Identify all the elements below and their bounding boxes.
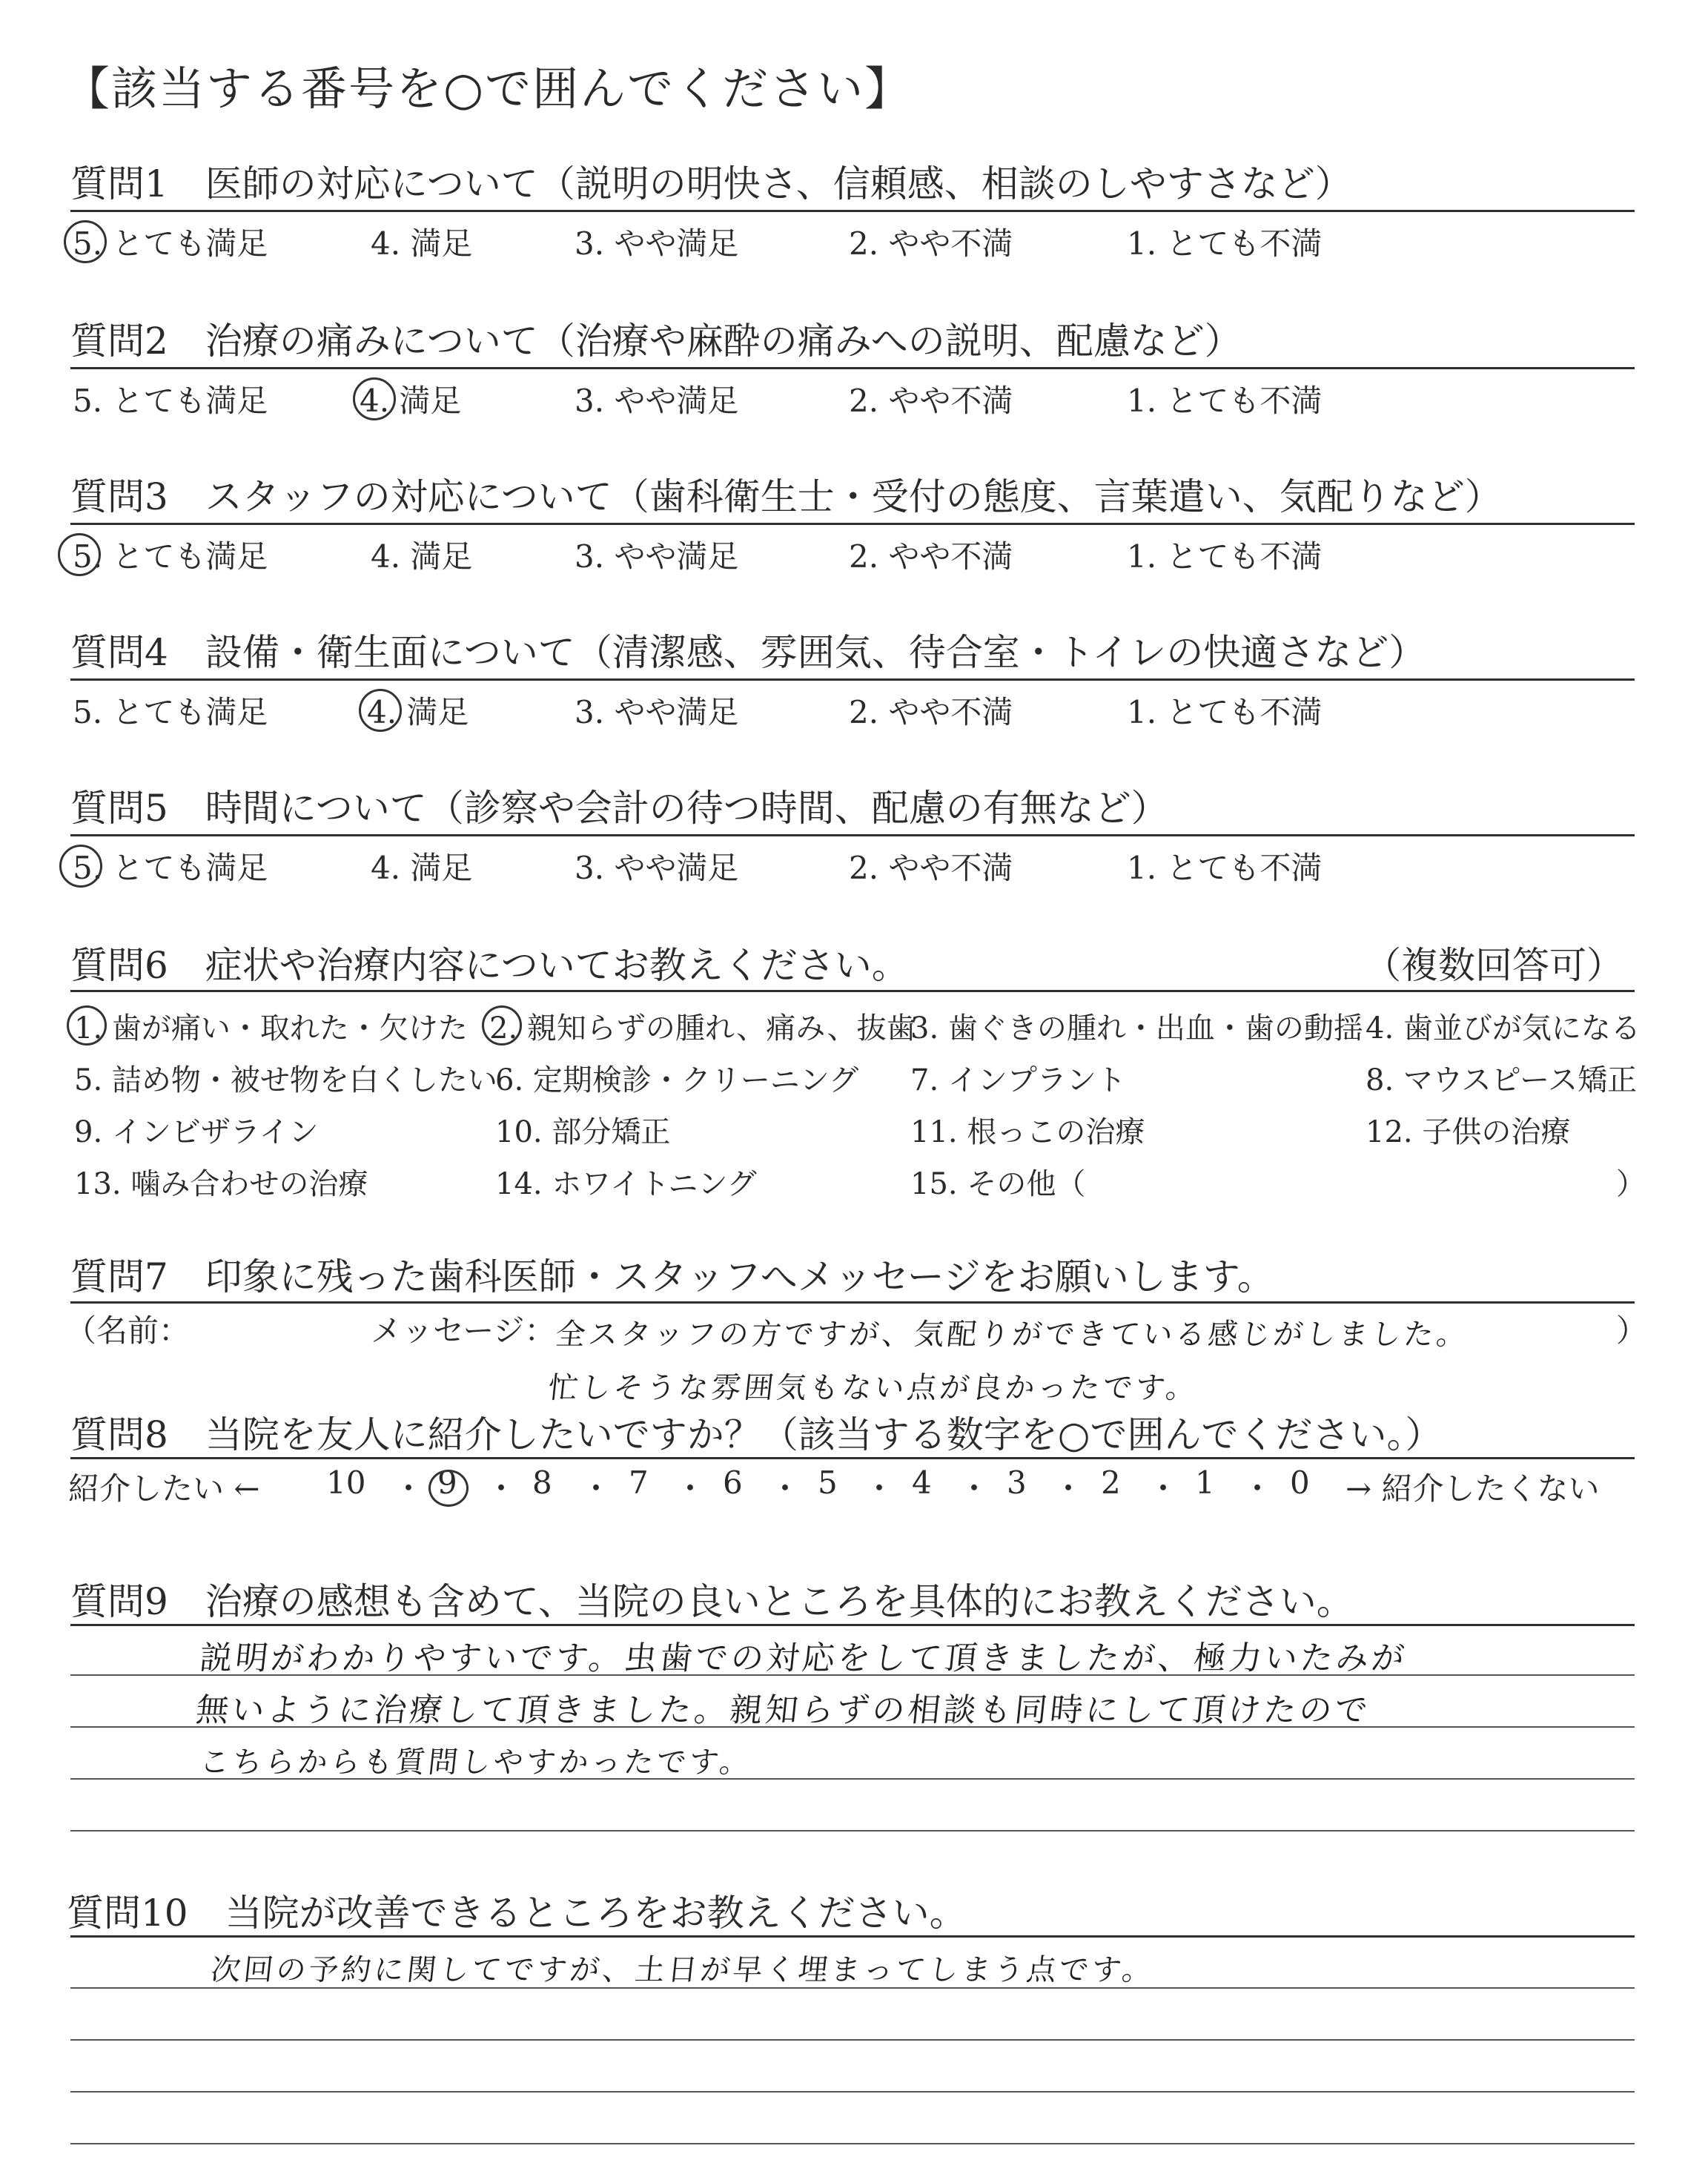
- q4-option-2[interactable]: 2. やや不満: [849, 694, 1013, 730]
- q6-title: 質問6 症状や治療内容についてお教えください。: [70, 944, 909, 987]
- q9-answer-line-1: 説明がわかりやすいです。虫歯での対応をして頂きましたが、極力いたみが: [197, 1639, 1409, 1677]
- q8-dot: ・: [864, 1470, 896, 1507]
- q9-answer-line-2: 無いように治療して頂きました。親知らずの相談も同時にして頂けたので: [193, 1691, 1373, 1729]
- q6-option-6[interactable]: 6. 定期検診・クリーニング: [495, 1063, 859, 1097]
- q10-rule: [70, 1935, 1635, 1938]
- q8-score-3[interactable]: 3: [1007, 1464, 1027, 1501]
- q8-score-9[interactable]: 9: [437, 1464, 457, 1501]
- q8-score-4[interactable]: 4: [912, 1464, 932, 1501]
- q1-title: 質問1 医師の対応について（説明の明快さ、信頼感、相談のしやすさなど）: [70, 162, 1352, 205]
- q8-dot: ・: [1148, 1470, 1179, 1507]
- q8-rule: [70, 1457, 1635, 1459]
- q5-rule: [70, 834, 1635, 836]
- q6-option-15[interactable]: 15. その他（: [910, 1167, 1086, 1201]
- q2-title: 質問2 治療の痛みについて（治療や麻酔の痛みへの説明、配慮など）: [70, 320, 1242, 363]
- q2-option-3[interactable]: 3. やや満足: [575, 383, 739, 419]
- q6-option-13[interactable]: 13. 噛み合わせの治療: [74, 1167, 368, 1201]
- q6-option-8[interactable]: 8. マウスピース矯正: [1366, 1063, 1638, 1097]
- q8-score-10[interactable]: 10: [326, 1464, 366, 1501]
- q8-score-0[interactable]: 0: [1290, 1464, 1310, 1501]
- q6-option-11[interactable]: 11. 根っこの治療: [910, 1115, 1145, 1149]
- form-header: 【該当する番号を○で囲んでください】: [64, 62, 913, 116]
- q8-dot: ・: [1053, 1470, 1085, 1507]
- q6-option-10[interactable]: 10. 部分矯正: [495, 1115, 671, 1149]
- q1-option-5[interactable]: 5. とても満足: [73, 225, 268, 262]
- q1-selected-circle: [64, 220, 107, 263]
- q6-option-14[interactable]: 14. ホワイトニング: [495, 1167, 757, 1201]
- q8-score-8[interactable]: 8: [532, 1464, 552, 1501]
- q7-message-line-2: 忙しそうな雰囲気もない点が良かったです。: [546, 1371, 1200, 1405]
- q7-title: 質問7 印象に残った歯科医師・スタッフへメッセージをお願いします。: [70, 1255, 1274, 1298]
- q8-selected-circle: [428, 1470, 469, 1507]
- q2-option-2[interactable]: 2. やや不満: [849, 383, 1013, 419]
- q3-option-3[interactable]: 3. やや満足: [575, 538, 739, 575]
- q8-dot: ・: [675, 1470, 706, 1507]
- q2-option-1[interactable]: 1. とても不満: [1127, 383, 1323, 419]
- q5-option-2[interactable]: 2. やや不満: [849, 850, 1013, 886]
- q8-left-label: 紹介したい ←: [68, 1470, 260, 1507]
- q6-option-9[interactable]: 9. インビザライン: [74, 1115, 319, 1149]
- q6-option-5[interactable]: 5. 詰め物・被せ物を白くしたい: [74, 1063, 497, 1097]
- q2-rule: [70, 367, 1635, 369]
- q5-option-4[interactable]: 4. 満足: [371, 850, 473, 886]
- q1-option-4[interactable]: 4. 満足: [371, 225, 473, 262]
- q8-score-2[interactable]: 2: [1101, 1464, 1121, 1501]
- q10-title: 質問10 当院が改善できるところをお教えください。: [67, 1892, 967, 1935]
- q3-option-2[interactable]: 2. やや不満: [849, 538, 1013, 575]
- q1-option-2[interactable]: 2. やや不満: [849, 225, 1013, 262]
- q6-rule: [70, 990, 1635, 992]
- q1-option-3[interactable]: 3. やや満足: [575, 225, 739, 262]
- q10-answer-line: [70, 2091, 1635, 2093]
- q8-score-6[interactable]: 6: [723, 1464, 743, 1501]
- q6-multi-answer-note: （複数回答可）: [1364, 944, 1623, 987]
- q8-dot: ・: [580, 1470, 612, 1507]
- q4-option-5[interactable]: 5. とても満足: [73, 694, 268, 730]
- q8-dot: ・: [959, 1470, 990, 1507]
- q6-option-3[interactable]: 3. 歯ぐきの腫れ・出血・歯の動揺: [910, 1011, 1363, 1046]
- q5-selected-circle: [59, 845, 102, 888]
- q9-rule: [70, 1624, 1635, 1626]
- q1-option-1[interactable]: 1. とても不満: [1127, 225, 1323, 262]
- q4-rule: [70, 678, 1635, 681]
- q10-answer-line-1: 次回の予約に関してですが、土日が早く埋まってしまう点です。: [209, 1953, 1156, 1987]
- q9-answer-line: [70, 1830, 1635, 1832]
- q3-selected-circle: [58, 533, 101, 576]
- q7-close-paren: ）: [1616, 1312, 1648, 1349]
- q10-answer-line: [70, 2143, 1635, 2144]
- q5-option-1[interactable]: 1. とても不満: [1127, 850, 1323, 886]
- q7-message-line-1: 全スタッフの方ですが、気配りができている感じがしました。: [554, 1318, 1472, 1352]
- q2-selected-circle: [353, 377, 396, 420]
- q8-right-label: → 紹介したくない: [1345, 1470, 1600, 1507]
- q7-name-label: （名前：: [65, 1312, 191, 1349]
- q4-title: 質問4 設備・衛生面について（清潔感、雰囲気、待合室・トイレの快適さなど）: [70, 631, 1426, 674]
- q2-option-5[interactable]: 5. とても満足: [73, 383, 268, 419]
- q8-dot: ・: [769, 1470, 801, 1507]
- q5-option-5[interactable]: 5. とても満足: [73, 850, 268, 886]
- q3-option-1[interactable]: 1. とても不満: [1127, 538, 1323, 575]
- q3-option-4[interactable]: 4. 満足: [371, 538, 473, 575]
- q8-dot: ・: [1242, 1470, 1274, 1507]
- q7-message-label: メッセージ：: [371, 1312, 556, 1349]
- q4-option-1[interactable]: 1. とても不満: [1127, 694, 1323, 730]
- q5-title: 質問5 時間について（診察や会計の待つ時間、配慮の有無など）: [70, 787, 1168, 830]
- q8-score-5[interactable]: 5: [818, 1464, 838, 1501]
- q3-option-5[interactable]: 5. とても満足: [73, 538, 268, 575]
- q4-option-3[interactable]: 3. やや満足: [575, 694, 739, 730]
- q6-option-2[interactable]: 2. 親知らずの腫れ、痛み、抜歯: [489, 1011, 916, 1046]
- q2-option-4[interactable]: 4. 満足: [360, 383, 462, 419]
- q8-score-7[interactable]: 7: [629, 1464, 649, 1501]
- q3-rule: [70, 523, 1635, 525]
- q9-title: 質問9 治療の感想も含めて、当院の良いところを具体的にお教えください。: [70, 1580, 1354, 1623]
- q6-option-1[interactable]: 1. 歯が痛い・取れた・欠けた: [74, 1011, 468, 1046]
- q6-option-7[interactable]: 7. インプラント: [910, 1063, 1126, 1097]
- q8-title: 質問8 当院を友人に紹介したいですか？（該当する数字を○で囲んでください。）: [70, 1413, 1443, 1456]
- q3-title: 質問3 スタッフの対応について（歯科衛生士・受付の態度、言葉遣い、気配りなど）: [70, 475, 1502, 518]
- q1-rule: [70, 210, 1635, 212]
- q6-other-close-paren: ）: [1616, 1167, 1646, 1201]
- q6-selected-circle-1: [67, 1005, 107, 1046]
- q5-option-3[interactable]: 3. やや満足: [575, 850, 739, 886]
- q10-answer-line: [70, 2039, 1635, 2041]
- q7-rule: [70, 1301, 1635, 1304]
- q8-score-1[interactable]: 1: [1195, 1464, 1215, 1501]
- q8-dot: ・: [393, 1470, 425, 1507]
- q4-selected-circle: [359, 689, 402, 732]
- q6-selected-circle-2: [482, 1005, 522, 1046]
- q8-dot: ・: [486, 1470, 517, 1507]
- q6-option-4[interactable]: 4. 歯並びが気になる: [1366, 1011, 1641, 1046]
- q6-option-12[interactable]: 12. 子供の治療: [1366, 1115, 1571, 1149]
- q9-answer-line-3: こちらからも質問しやすかったです。: [198, 1745, 754, 1780]
- q4-option-4[interactable]: 4. 満足: [367, 694, 469, 730]
